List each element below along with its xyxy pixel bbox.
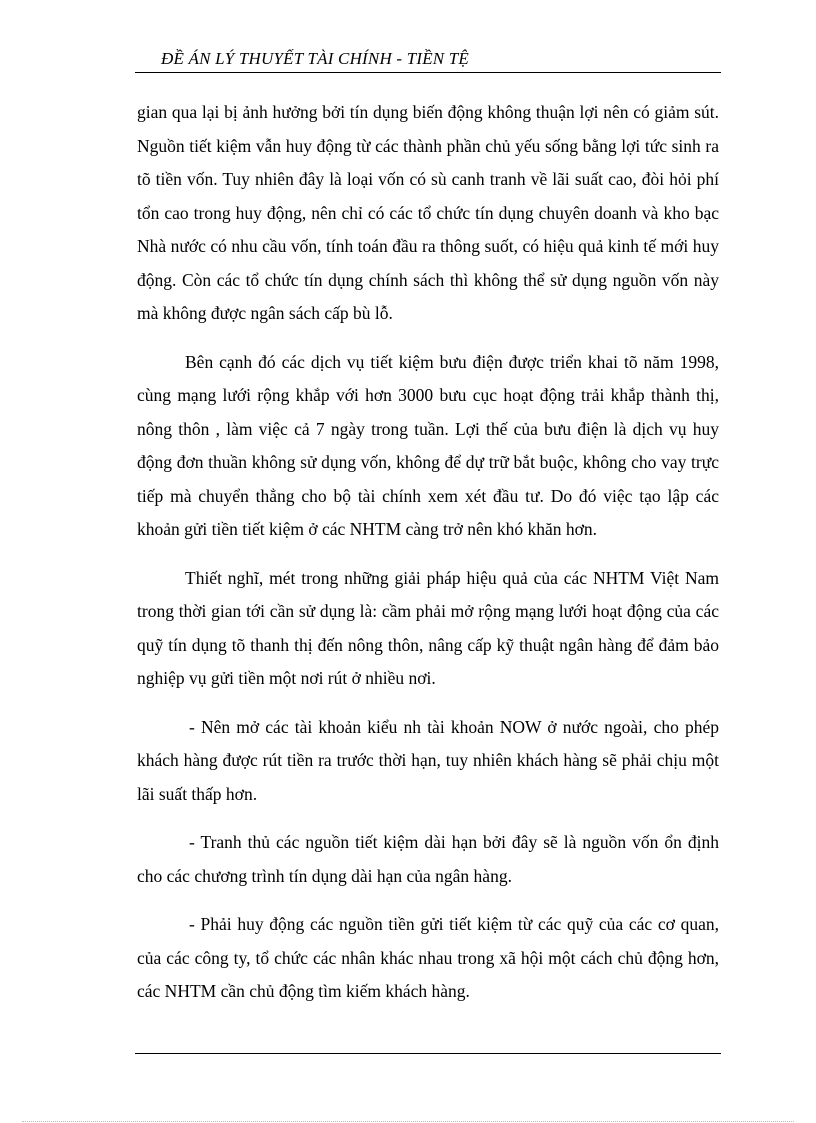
bullet-mobilize-deposits: - Phải huy động các nguồn tiền gửi tiết kiệm từ các quỹ của các cơ quan, của các công ty, tổ chức các nhân khác nhau trong xã hội một cách chủ động hơn, các NHTM cần chủ động tìm kiếm khách hàng. bbox=[137, 914, 719, 1001]
bullet-now-account: - Nên mở các tài khoản kiểu nh tài khoản NOW ở nước ngoài, cho phép khách hàng được rút tiền ra trước thời hạn, tuy nhiên khách hàng sẽ phải chịu một lãi suất thấp hơn. bbox=[137, 716, 719, 804]
page-edge-divider bbox=[22, 1121, 794, 1122]
bullet-long-term-savings: - Tranh thủ các nguồn tiết kiệm dài hạn bởi đây sẽ là nguồn vốn ổn định cho các chương trình tín dụng dài hạn của ngân hàng. bbox=[137, 832, 719, 886]
paragraph-solutions: Thiết nghĩ, mét trong những giải pháp hiệu quả của các NHTM Việt Nam trong thời gian tới cần sử dụng là: cầm phải mở rộng mạng lưới hoạt động của các quỹ tín dụng tõ thanh thị đến nông thôn, nâng cấp kỹ thuật ngân hàng để đảm bảo nghiệp vụ gửi tiền một nơi rút ở nhiều nơi. bbox=[137, 567, 719, 688]
document-body bbox=[137, 96, 719, 1024]
paragraph-continuation: gian qua lại bị ảnh hưởng bởi tín dụng biến động không thuận lợi nên có giảm sút. Nguồn tiết kiệm vẫn huy động từ các thành phần chủ yếu sống bằng lợi tức sinh ra tõ tiền vốn. Tuy nhiên đây là loại vốn có sù canh tranh về lãi suất cao, đòi hỏi phí tổn cao trong huy động, nên chỉ có các tổ chức tín dụng chuyên doanh và kho bạc Nhà nước có nhu cầu vốn, tính toán đầu ra thông suốt, có hiệu quả kinh tế mới huy động. Còn các tổ chức tín dụng chính sách thì không thể sử dụng nguồn vốn này mà không được ngân sách cấp bù lỗ. bbox=[137, 102, 719, 323]
paragraph-postal-savings: Bên cạnh đó các dịch vụ tiết kiệm bưu điện được triển khai tõ năm 1998, cùng mạng lưới rộng khắp với hơn 3000 bưu cục hoạt động trải khắp thành thị, nông thôn , làm việc cả 7 ngày trong tuần. Lợi thế của bưu điện là dịch vụ huy động đơn thuần không sử dụng vốn, không để dự trữ bắt buộc, không cho vay trực tiếp mà chuyển thẳng cho bộ tài chính xem xét đầu tư. Do đó việc tạo lập các khoản gửi tiền tiết kiệm ở các NHTM càng trở nên khó khăn hơn. bbox=[137, 351, 719, 539]
page-header bbox=[135, 46, 721, 73]
header-title: ĐỀ ÁN LÝ THUYẾT TÀI CHÍNH - TIỀN TỆ bbox=[161, 49, 470, 68]
footer-divider bbox=[135, 1053, 721, 1054]
